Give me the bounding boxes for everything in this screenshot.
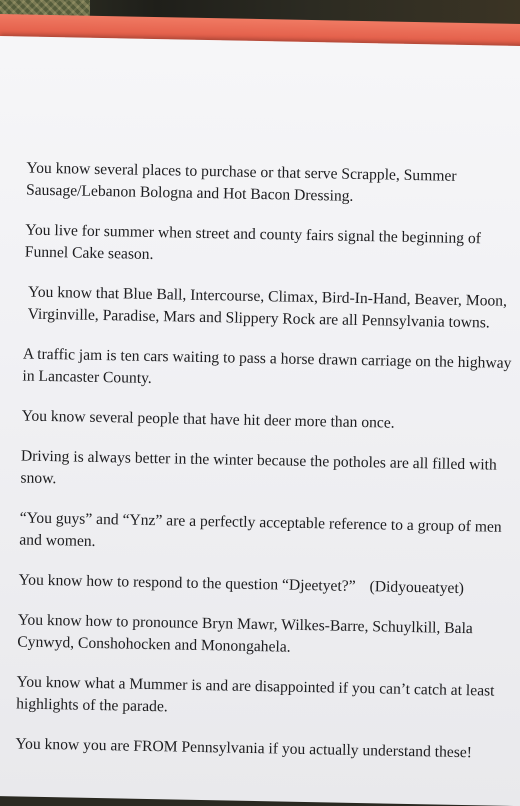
list-item: A traffic jam is ten cars waiting to pass a horse drawn carriage on the highway in Lancaster County. [22,345,512,387]
list-item: You know how to pronounce Bryn Mawr, Wilkes-Barre, Schuylkill, Bala Cynwyd, Conshohocken and Monongahela. [17,611,473,656]
list-item: You know you are FROM Pennsylvania if you actually understand these! [15,735,473,762]
question-text: You know how to respond to the question “Djeetyet?” [18,571,356,595]
list-item: You know that Blue Ball, Intercourse, Climax, Bird-In-Hand, Beaver, Moon, Virginville, Paradise, Mars and Slippery Rock are all Pennsylvania towns. [27,283,508,332]
paper-sheet [0,36,520,806]
list-item: You live for summer when street and county fairs signal the beginning of Funnel Cake season. [24,221,482,263]
list-item: You know several places to purchase or that serve Scrapple, Summer Sausage/Lebanon Bologna and Hot Bacon Dressing. [25,159,457,205]
list-item: You know what a Mummer is and are disappointed if you can’t catch at least highlights of the parade. [16,673,495,716]
list-item: “You guys” and “Ynz” are a perfectly acceptable reference to a group of men and women. [19,509,502,550]
document-body [15,158,520,783]
list-item [18,569,513,600]
list-item: Driving is always better in the winter because the potholes are all filled with snow. [20,447,497,488]
list-item: You know several people that have hit deer more than once. [21,407,395,432]
answer-text: (Didyoueatyet) [369,578,465,598]
